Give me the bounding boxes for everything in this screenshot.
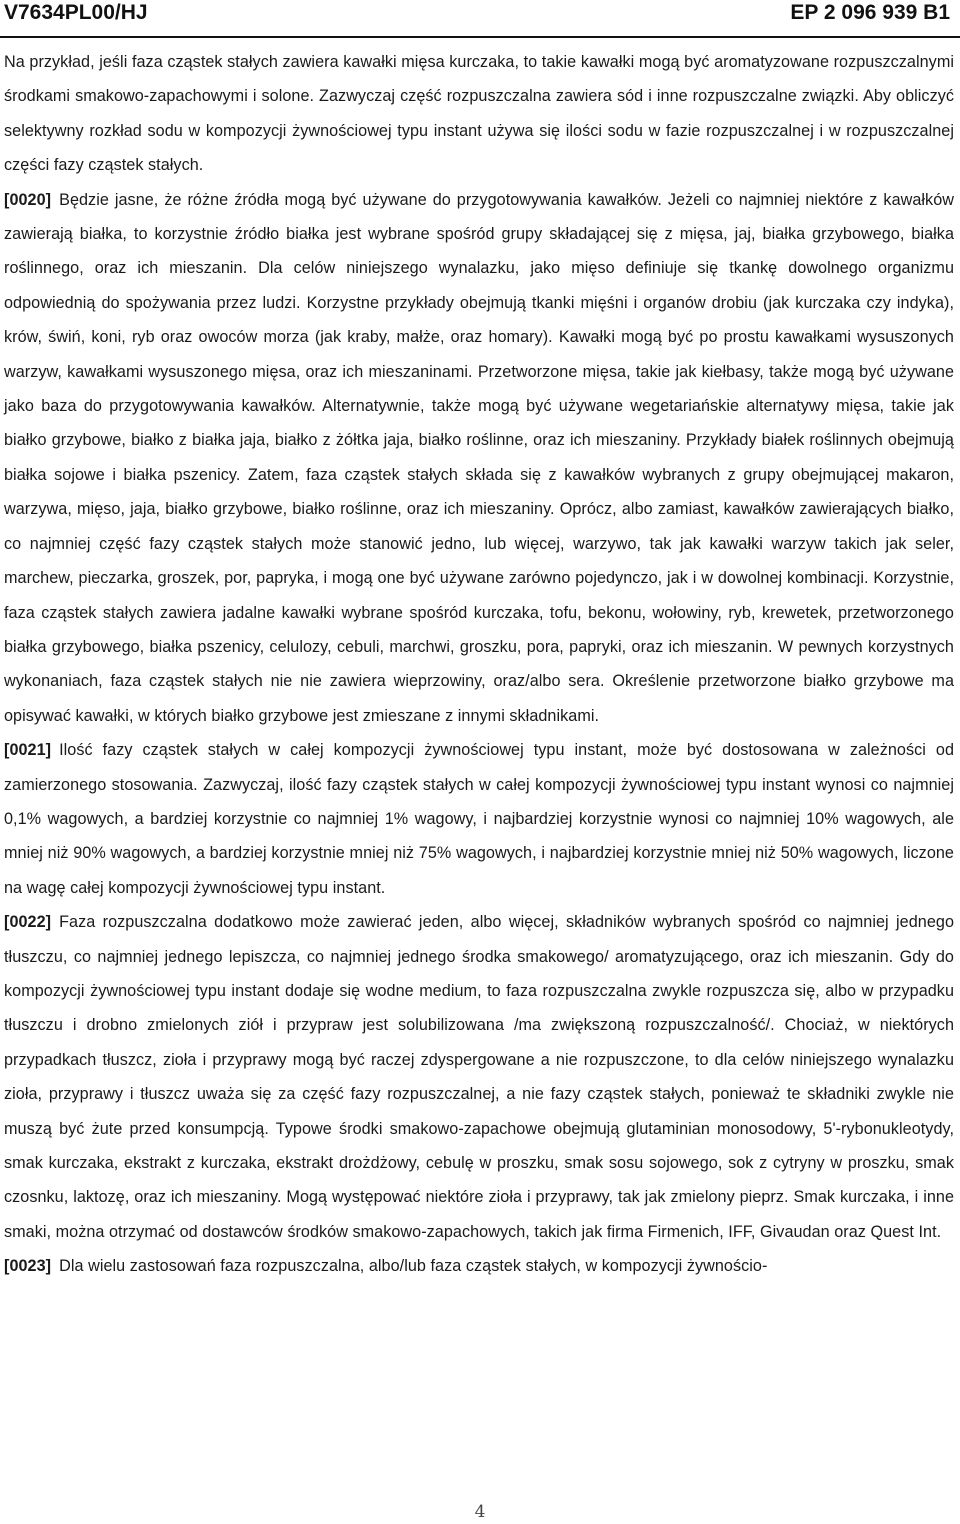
header-divider <box>0 36 960 38</box>
paragraph <box>4 45 954 183</box>
paragraph-number: [0020] <box>4 190 52 209</box>
page-header <box>0 0 960 40</box>
paragraph-text: Faza rozpuszczalna dodatkowo może zawierać jeden, albo więcej, składników wybranych spośród co najmniej jednego tłuszczu, co najmniej jednego lepiszcza, co najmniej jednego środka smakowego/ aromatyzującego, oraz ich mieszanin. Gdy do kompozycji żywnościowej typu instant dodaje się wodne medium, to faza rozpuszczalna zwykle rozpuszcza się, albo w przypadku tłuszczu i drobno zmielonych ziół i przypraw jest solubilizowana /ma zwiększoną rozpuszczalność/. Chociaż, w niektórych przypadkach tłuszcz, zioła i przyprawy mogą być raczej zdyspergowane a nie rozpuszczone, to dla celów niniejszego wynalazku zioła, przyprawy i tłuszcz uważa się za część fazy rozpuszczalnej, a nie fazy cząstek stałych, ponieważ te składniki zwykle nie muszą być żute przed konsumpcją. Typowe środki smakowo-zapachowe obejmują glutaminian monosodowy, 5'-rybonukleotydy, smak kurczaka, ekstrakt z kurczaka, ekstrakt drożdżowy, cebulę w proszku, smak sosu sojowego, sok z cytryny w proszku, smak czosnku, laktozę, oraz ich mieszaniny. Mogą występować niektóre zioła i przyprawy, tak jak zmielony pieprz. Smak kurczaka, i inne smaki, można otrzymać od dostawców środków smakowo-zapachowych, takich jak firma Firmenich, IFF, Givaudan oraz Quest Int. <box>4 913 954 1241</box>
page-number: 4 <box>474 1502 486 1522</box>
document-body <box>4 45 954 1284</box>
paragraph-text: Na przykład, jeśli faza cząstek stałych zawiera kawałki mięsa kurczaka, to takie kawałki mogą być aromatyzowane rozpuszczalnymi środkami smakowo-zapachowymi i solone. Zazwyczaj część rozpuszczalna zawiera sód i inne rozpuszczalne związki. Aby obliczyć selektywny rozkład sodu w kompozycji żywnościowej typu instant używa się ilości sodu w fazie rozpuszczalnej i w rozpuszczalnej części fazy cząstek stałych. <box>4 53 954 175</box>
paragraph-text: Ilość fazy cząstek stałych w całej kompozycji żywnościowej typu instant, może być dostosowana w zależności od zamierzonego stosowania. Zazwyczaj, ilość fazy cząstek stałych w całej kompozycji żywnościowej typu instant wynosi co najmniej 0,1% wagowych, a bardziej korzystnie co najmniej 1% wagowy, i najbardziej korzystnie wynosi co najmniej 10% wagowych, ale mniej niż 90% wagowych, a bardziej korzystnie mniej niż 75% wagowych, i najbardziej korzystnie mniej niż 50% wagowych, liczone na wagę całej kompozycji żywnościowej typu instant. <box>4 741 954 897</box>
paragraph-0021 <box>4 733 954 905</box>
document-id: V7634PL00/HJ <box>4 1 148 24</box>
paragraph-text: Będzie jasne, że różne źródła mogą być używane do przygotowywania kawałków. Jeżeli co najmniej niektóre z kawałków zawierają białka, to korzystnie źródło białka jest wybrane spośród grupy składającej się z mięsa, jaj, białka grzybowego, białka roślinnego, oraz ich mieszanin. Dla celów niniejszego wynalazku, jako mięso definiuje się tkankę dowolnego organizmu odpowiednią do spożywania przez ludzi. Korzystne przykłady obejmują tkanki mięśni i organów drobiu (jak kurczaka czy indyka), krów, świń, koni, ryb oraz owoców morza (jak kraby, małże, oraz homary). Kawałki mogą być po prostu kawałkami wysuszonych warzyw, kawałkami wysuszonego mięsa, oraz ich mieszaninami. Przetworzone mięsa, takie jak kiełbasy, także mogą być używane jako baza do przygotowywania kawałków. Alternatywnie, także mogą być używane wegetariańskie alternatywy mięsa, takie jak białko grzybowe, białko z białka jaja, białko z żółtka jaja, białko roślinne, oraz ich mieszaniny. Przykłady białek roślinnych obejmują białka sojowe i białka pszenicy. Zatem, faza cząstek stałych składa się z kawałków wybranych z grupy obejmującej makaron, warzywa, mięso, jaja, białko grzybowe, białko roślinne, oraz ich mieszaniny. Oprócz, albo zamiast, kawałków zawierających białko, co najmniej część fazy cząstek stałych może stanowić jedno, lub więcej, warzywo, tak jak kawałki warzyw takich jak seler, marchew, pieczarka, groszek, por, papryka, i mogą one być używane zarówno pojedynczo, jak i w dowolnej kombinacji. Korzystnie, faza cząstek stałych zawiera jadalne kawałki wybrane spośród kurczaka, tofu, bekonu, wołowiny, ryb, krewetek, przetworzonego białka grzybowego, białka pszenicy, celulozy, cebuli, marchwi, groszku, pora, papryki, oraz ich mieszanin. W pewnych korzystnych wykonaniach, faza cząstek stałych nie nie zawiera wieprzowiny, oraz/albo sera. Określenie przetworzone białko grzybowe ma opisywać kawałki, w których białko grzybowe jest zmieszane z innymi składnikami. <box>4 190 954 725</box>
paragraph-number: [0021] <box>4 741 52 760</box>
paragraph-number: [0022] <box>4 913 52 932</box>
paragraph-number: [0023] <box>4 1257 52 1276</box>
patent-number: EP 2 096 939 B1 <box>790 1 950 24</box>
paragraph-0020 <box>4 183 954 734</box>
paragraph-0023 <box>4 1249 954 1283</box>
paragraph-0022 <box>4 905 954 1249</box>
paragraph-text: Dla wielu zastosowań faza rozpuszczalna, albo/lub faza cząstek stałych, w kompozycji żywnościo- <box>59 1257 768 1276</box>
